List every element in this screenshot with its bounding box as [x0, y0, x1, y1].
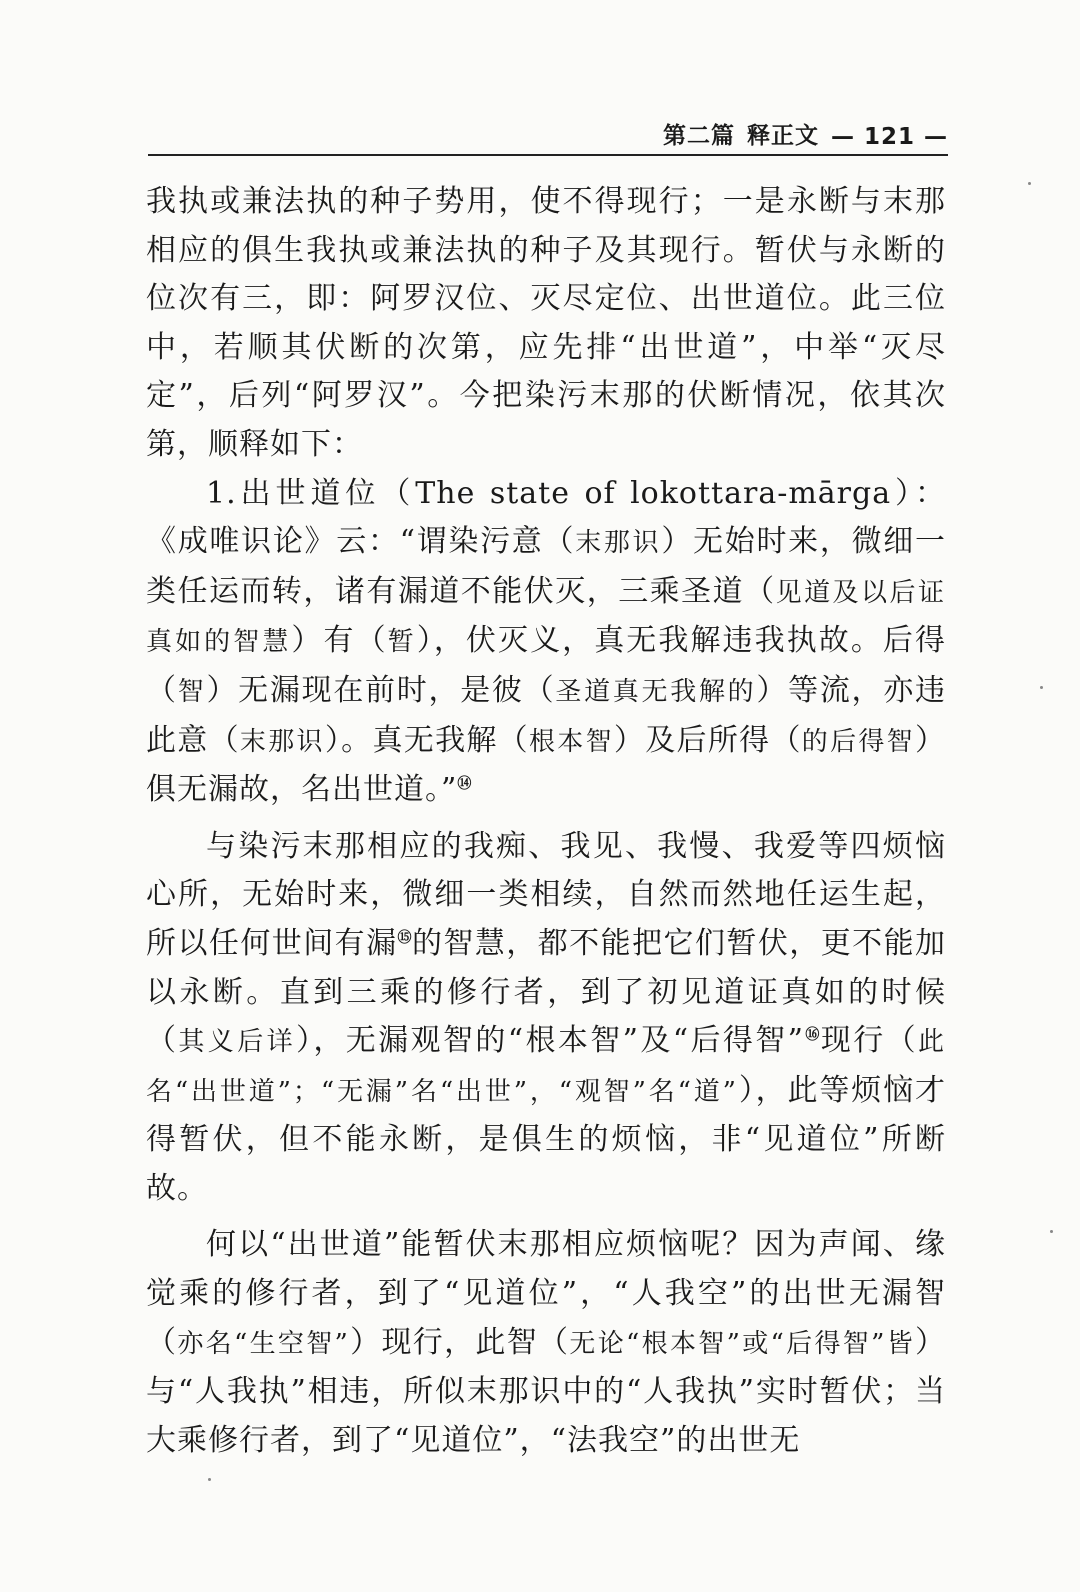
inline-annotation: 根本智 [529, 726, 614, 757]
text-run: ）无始时来，微细一类任运而转，诸有漏道不能伏灭，三乘圣道（ [146, 524, 946, 609]
paragraph-question [146, 1221, 946, 1465]
text-run: 的智慧，都不能把它们暂伏，更不能加以永断。直到三乘的修行者，到了初见道证真如的时候（ [146, 925, 947, 1059]
text-run: 与染污末那相应的我痴、我见、我慢、我爱等四烦恼心所，无始时来，微细一类相续，自然而然地任运生起，所以任何世间有漏 [146, 828, 946, 961]
text-run: ）俱无漏故，名出世道。” [146, 722, 946, 808]
inline-annotation: 暂 [387, 627, 417, 658]
scan-speck [1028, 182, 1031, 185]
footnote-marker: ⑯ [804, 1027, 821, 1044]
inline-annotation: 圣道真无我解的 [555, 676, 757, 707]
footnote-marker: ⑭ [457, 776, 472, 793]
text-run: ）及后所得（ [613, 722, 802, 758]
text-run: 我执或兼法执的种子势用，使不得现行；一是永断与末那相应的俱生我执或兼法执的种子及其现行。暂伏与永断的位次有三，即：阿罗汉位、灭尽定位、出世道位。此三位中，若顺其伏断的次第，应先排“出世道”，中举“灭尽定”，后列“阿罗汉”。今把染污末那的伏断情况，依其次第，顺释如下： [146, 184, 946, 462]
text-run: ）。真无我解（ [324, 722, 529, 758]
inline-annotation: 末那识 [239, 726, 325, 757]
text-run: ）现行，此智（ [349, 1324, 570, 1360]
text-run: 现行（ [820, 1023, 918, 1059]
inline-annotation: 末那识 [575, 528, 662, 559]
text-run: ），无漏观智的“根本智”及“后得智” [295, 1023, 805, 1059]
text-run: 何以“出世道”能暂伏末那相应烦恼呢？因为声闻、缘觉乘的修行者，到了“见道位”，“人我空”的出世无漏智（ [146, 1227, 946, 1360]
header-section: 第二篇 [662, 123, 735, 149]
inline-annotation: 此名“出世道”；“无漏”名“出世”，“观智”名“道” [146, 1027, 947, 1107]
scan-speck [208, 1478, 211, 1481]
body-text [146, 178, 946, 1465]
running-head [148, 116, 948, 156]
scan-speck [1050, 1230, 1053, 1233]
paragraph-lokottara-marga [146, 470, 946, 815]
text-run: ）与“人我执”相违，所似末那识中的“人我执”实时暂伏；当大乘修行者，到了“见道位”，“法我空”的出世无 [146, 1324, 947, 1458]
inline-annotation: 智 [177, 676, 207, 707]
footnote-marker: ⑮ [397, 929, 412, 946]
scan-speck [1040, 686, 1043, 689]
inline-annotation: 见道及以后证真如的智慧 [146, 577, 946, 658]
paragraph-explanation [146, 823, 946, 1214]
inline-annotation: 亦名“生空智” [177, 1328, 350, 1359]
paragraph-continuation [146, 178, 946, 470]
text-run: ），此等烦恼才得暂伏，但不能永断，是俱生的烦恼，非“见道位”所断故。 [146, 1072, 947, 1206]
header-page-number: — 121 — [830, 124, 948, 150]
text-run: 1.出世道位（The state of lokottara-mārga）：《成唯识论》云：“谓染污意（ [146, 475, 946, 560]
text-run: ）有（ [291, 623, 388, 659]
inline-annotation: 其义后详 [178, 1027, 296, 1058]
text-run: ），伏灭义，真无我解违我执故。后得（ [146, 623, 947, 708]
inline-annotation: 的后得智 [801, 726, 915, 757]
inline-annotation: 无论“根本智”或“后得智”皆 [569, 1328, 916, 1359]
text-run: ）等流，亦违此意（ [146, 672, 946, 758]
header-chapter: 释正文 [746, 123, 819, 149]
text-run: ）无漏现在前时，是彼（ [206, 672, 556, 708]
